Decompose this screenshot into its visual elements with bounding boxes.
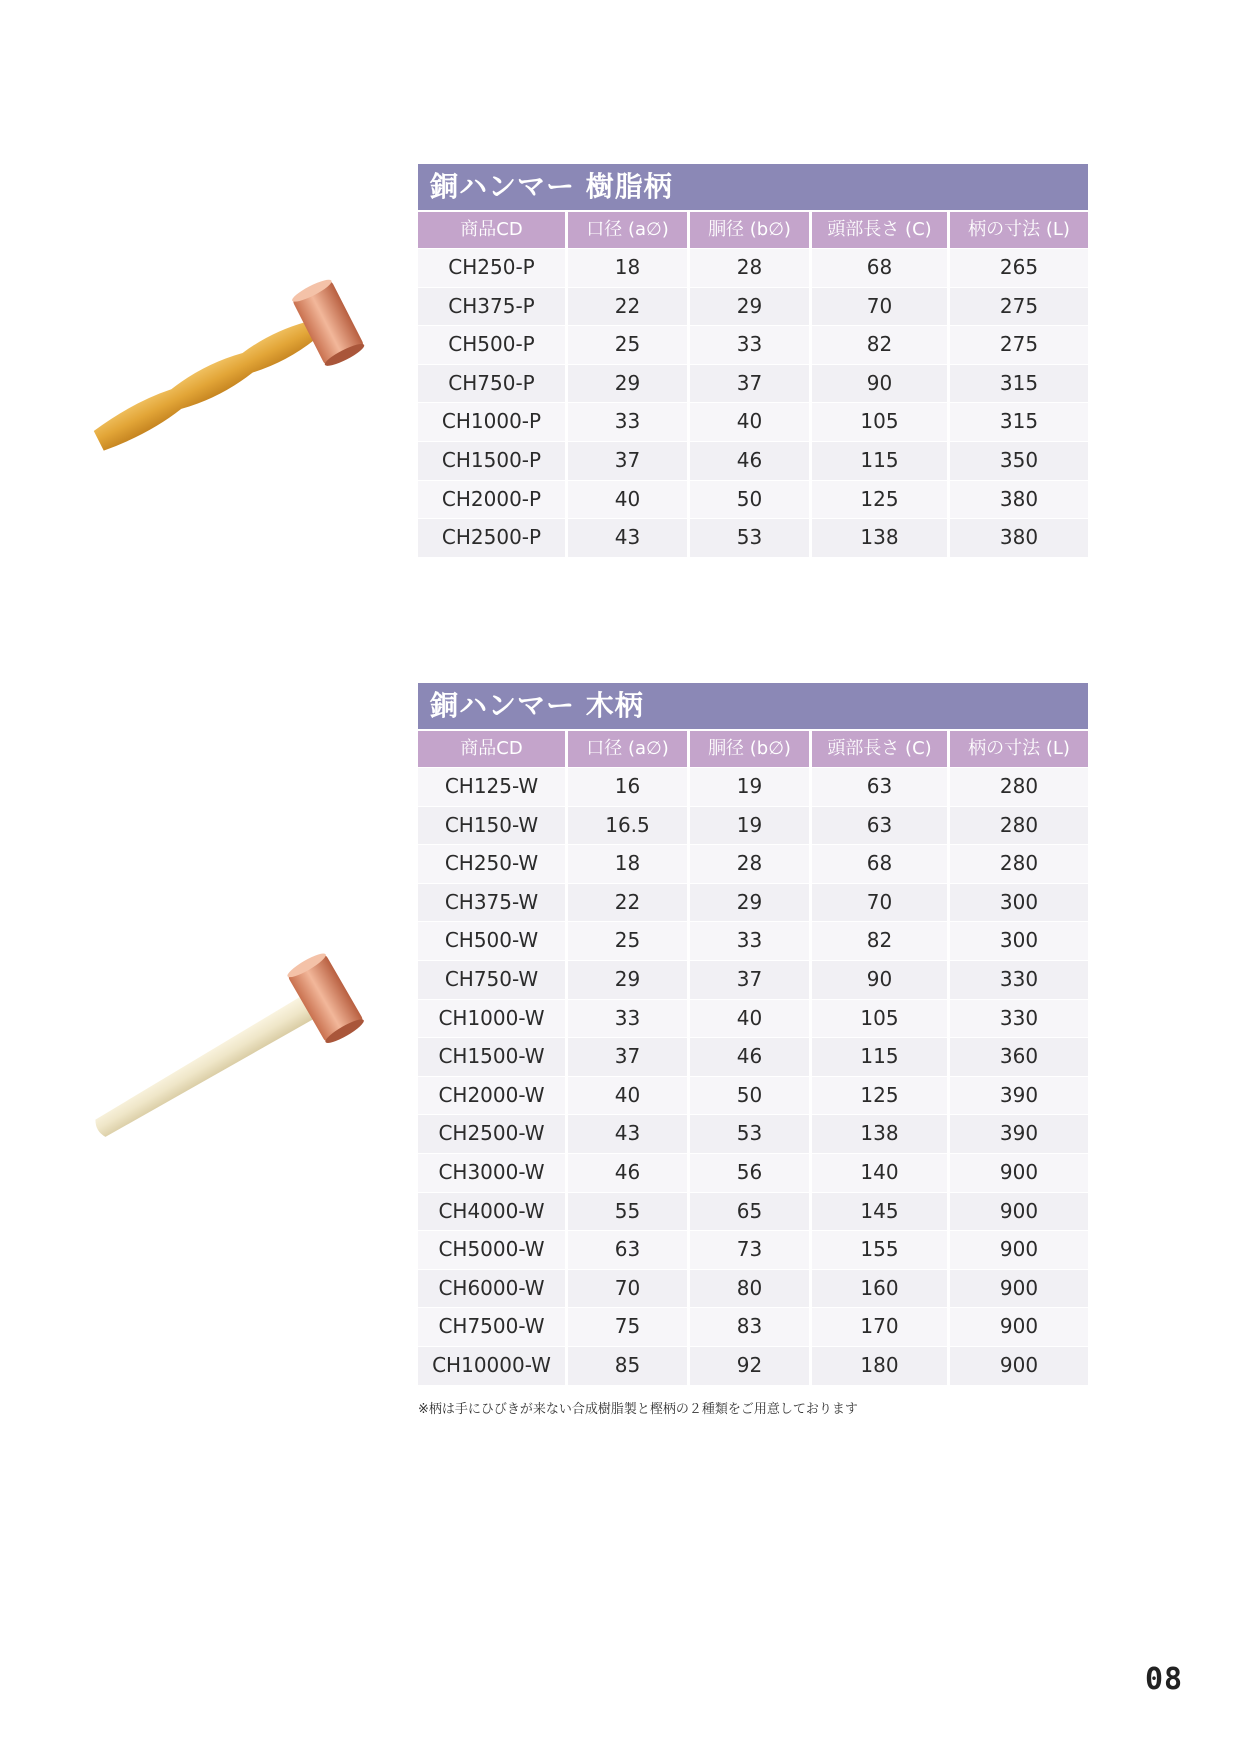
table-cell: 280 [999, 774, 1039, 798]
table-cell: 125 [812, 481, 950, 519]
table-row [418, 287, 1088, 326]
table-cell: 330 [999, 1005, 1039, 1030]
table-cell: 265 [999, 255, 1039, 279]
table-row [418, 364, 1088, 403]
table-cell: 19 [690, 807, 812, 845]
table-cell: 300 [999, 928, 1039, 953]
table-cell: 43 [568, 519, 690, 557]
table-cell: 43 [568, 1115, 690, 1153]
table-cell: 40 [690, 1000, 812, 1038]
table-row [418, 1307, 1088, 1346]
table-cell: 300 [999, 889, 1039, 914]
table-cell: CH2000-P [418, 481, 568, 519]
table-cell: 900 [999, 1159, 1039, 1184]
table-cell: 280 [999, 851, 1039, 876]
table-cell: 390 [999, 1082, 1039, 1107]
table-cell: CH1000-W [418, 1000, 568, 1038]
copper-hammer-wood-handle-image [70, 920, 410, 1180]
table-cell: 53 [690, 1115, 812, 1153]
table-row [418, 1153, 1088, 1192]
table-header-row [418, 212, 1088, 248]
table-cell: CH10000-W [418, 1347, 568, 1385]
table-cell: 63 [812, 768, 950, 806]
table-cell: 33 [568, 1000, 690, 1038]
table-cell: CH7500-W [418, 1308, 568, 1346]
resin-handle-spec-table [418, 164, 1088, 557]
table-cell: CH250-W [418, 845, 568, 883]
table-cell: CH250-P [418, 249, 568, 287]
table-cell: 37 [690, 365, 812, 403]
copper-hammer-resin-handle-image [70, 240, 410, 500]
header-head-length: 頭部長さ (C) [812, 731, 950, 767]
table-cell: 275 [999, 332, 1039, 357]
footnote: ※柄は手にひびきが来ない合成樹脂製と樫柄の２種類をご用意しております [418, 1402, 858, 1417]
table-cell: 390 [999, 1121, 1039, 1146]
table-cell: 155 [812, 1231, 950, 1269]
table-cell: 40 [568, 481, 690, 519]
table-row [418, 1076, 1088, 1115]
table-row [418, 921, 1088, 960]
table-cell: 16 [568, 768, 690, 806]
table-cell: 40 [690, 403, 812, 441]
table-cell: 28 [690, 249, 812, 287]
table-cell: 19 [690, 768, 812, 806]
table-cell: CH5000-W [418, 1231, 568, 1269]
table-cell: 330 [999, 966, 1039, 991]
table-cell: CH500-P [418, 326, 568, 364]
table-cell: 115 [812, 442, 950, 480]
table-cell: 73 [690, 1231, 812, 1269]
table-row [418, 1114, 1088, 1153]
table-cell: CH1500-P [418, 442, 568, 480]
table-cell: 138 [812, 1115, 950, 1153]
table-cell: 105 [812, 403, 950, 441]
table-cell: 63 [568, 1231, 690, 1269]
table-header-row [418, 731, 1088, 767]
table-cell: 315 [999, 370, 1039, 395]
header-head-length: 頭部長さ (C) [812, 212, 950, 248]
table-cell: CH2500-P [418, 519, 568, 557]
table-cell: 65 [690, 1193, 812, 1231]
table-cell: 900 [999, 1237, 1039, 1262]
page-number: 08 [1145, 1662, 1184, 1697]
table-row [418, 1192, 1088, 1231]
table-cell: 33 [568, 403, 690, 441]
header-handle-length: 柄の寸法 (L) [950, 731, 1088, 767]
table-cell: 46 [690, 1038, 812, 1076]
table-row [418, 1269, 1088, 1308]
table-cell: 380 [999, 486, 1039, 511]
table-cell: 138 [812, 519, 950, 557]
table-row [418, 1346, 1088, 1385]
table-row [418, 767, 1088, 806]
table-cell: 90 [812, 365, 950, 403]
header-body-diameter: 胴径 (b∅) [690, 212, 812, 248]
table-cell: 92 [690, 1347, 812, 1385]
table-cell: CH6000-W [418, 1270, 568, 1308]
table-cell: 63 [812, 807, 950, 845]
table-cell: 25 [568, 922, 690, 960]
table-cell: 50 [690, 1077, 812, 1115]
table-row [418, 960, 1088, 999]
table-cell: 125 [812, 1077, 950, 1115]
table-title: 銅ハンマー 木柄 [418, 683, 1088, 731]
table-cell: 28 [690, 845, 812, 883]
table-cell: 360 [999, 1044, 1039, 1069]
table-cell: 22 [568, 884, 690, 922]
table-cell: 29 [690, 288, 812, 326]
table-cell: 80 [690, 1270, 812, 1308]
table-cell: 85 [568, 1347, 690, 1385]
table-cell: 350 [999, 447, 1039, 472]
table-cell: 115 [812, 1038, 950, 1076]
table-cell: 160 [812, 1270, 950, 1308]
table-cell: 56 [690, 1154, 812, 1192]
table-cell: 900 [999, 1198, 1039, 1223]
table-cell: 380 [999, 525, 1039, 550]
table-cell: 29 [568, 961, 690, 999]
table-cell: CH375-W [418, 884, 568, 922]
table-row [418, 883, 1088, 922]
table-cell: 55 [568, 1193, 690, 1231]
table-cell: CH3000-W [418, 1154, 568, 1192]
header-product-code: 商品CD [418, 731, 568, 767]
table-row [418, 806, 1088, 845]
table-cell: 18 [568, 845, 690, 883]
table-cell: CH1000-P [418, 403, 568, 441]
header-mouth-diameter: 口径 (a∅) [568, 212, 690, 248]
wood-handle-spec-table [418, 683, 1088, 1385]
table-cell: 68 [812, 845, 950, 883]
table-cell: 82 [812, 922, 950, 960]
table-cell: 280 [999, 812, 1039, 837]
table-row [418, 402, 1088, 441]
table-row [418, 325, 1088, 364]
table-cell: 46 [690, 442, 812, 480]
table-cell: 70 [812, 288, 950, 326]
header-mouth-diameter: 口径 (a∅) [568, 731, 690, 767]
table-cell: 29 [568, 365, 690, 403]
table-cell: 22 [568, 288, 690, 326]
table-row [418, 441, 1088, 480]
table-cell: CH150-W [418, 807, 568, 845]
table-cell: 105 [812, 1000, 950, 1038]
table-cell: 68 [812, 249, 950, 287]
table-cell: 275 [999, 293, 1039, 318]
table-row [418, 999, 1088, 1038]
table-cell: 37 [690, 961, 812, 999]
table-cell: CH125-W [418, 768, 568, 806]
table-row [418, 844, 1088, 883]
table-row [418, 248, 1088, 287]
table-cell: 900 [999, 1352, 1039, 1377]
table-cell: 18 [568, 249, 690, 287]
table-cell: CH2000-W [418, 1077, 568, 1115]
table-body [418, 767, 1088, 1385]
table-row [418, 480, 1088, 519]
table-cell: CH500-W [418, 922, 568, 960]
table-cell: 82 [812, 326, 950, 364]
table-cell: CH375-P [418, 288, 568, 326]
header-handle-length: 柄の寸法 (L) [950, 212, 1088, 248]
table-cell: 40 [568, 1077, 690, 1115]
table-cell: 33 [690, 326, 812, 364]
table-row [418, 1230, 1088, 1269]
table-cell: CH2500-W [418, 1115, 568, 1153]
table-cell: 16.5 [568, 807, 690, 845]
table-cell: CH750-W [418, 961, 568, 999]
table-cell: 29 [690, 884, 812, 922]
table-cell: 46 [568, 1154, 690, 1192]
table-cell: CH1500-W [418, 1038, 568, 1076]
table-cell: 170 [812, 1308, 950, 1346]
table-row [418, 1037, 1088, 1076]
header-product-code: 商品CD [418, 212, 568, 248]
table-cell: 75 [568, 1308, 690, 1346]
table-cell: 900 [999, 1314, 1039, 1339]
table-title: 銅ハンマー 樹脂柄 [418, 164, 1088, 212]
table-cell: 37 [568, 1038, 690, 1076]
table-cell: 315 [999, 409, 1039, 434]
table-cell: CH4000-W [418, 1193, 568, 1231]
table-cell: 145 [812, 1193, 950, 1231]
table-cell: CH750-P [418, 365, 568, 403]
table-cell: 180 [812, 1347, 950, 1385]
table-cell: 70 [568, 1270, 690, 1308]
table-cell: 25 [568, 326, 690, 364]
table-cell: 900 [999, 1275, 1039, 1300]
table-cell: 70 [812, 884, 950, 922]
table-cell: 140 [812, 1154, 950, 1192]
table-cell: 37 [568, 442, 690, 480]
table-cell: 83 [690, 1308, 812, 1346]
table-body [418, 248, 1088, 557]
table-cell: 33 [690, 922, 812, 960]
table-cell: 53 [690, 519, 812, 557]
table-row [418, 518, 1088, 557]
table-cell: 90 [812, 961, 950, 999]
table-cell: 50 [690, 481, 812, 519]
header-body-diameter: 胴径 (b∅) [690, 731, 812, 767]
